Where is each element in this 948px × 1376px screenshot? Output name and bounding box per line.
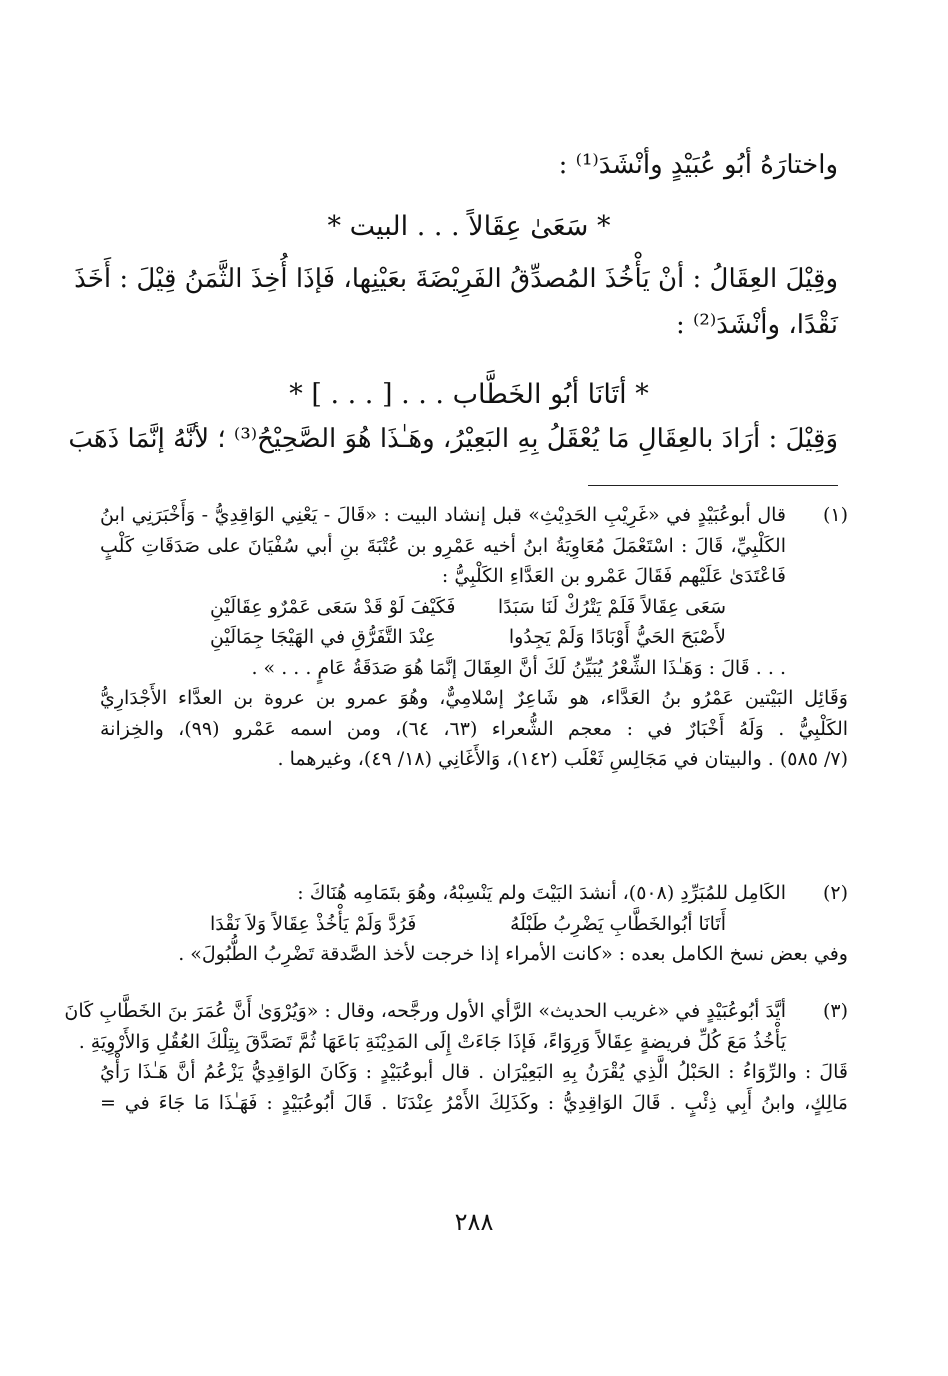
footnote-poem-line	[100, 592, 786, 623]
poem-hemistich: سَعَى عِقَالاً فَلَمْ يَتْرُكْ لَنَا سَبَدًا	[497, 595, 726, 618]
footnote-body	[100, 878, 786, 939]
poem-hemistich: لأَصْبَحَ الحَيُّ أَوْبَادًا وَلَمْ يَجِدُوا	[508, 626, 726, 648]
footnote-poem-line	[100, 622, 786, 653]
main-text-paragraph-1	[100, 142, 838, 188]
verse-1	[100, 192, 838, 262]
main-text-line: وقِيْلَ العِقَالُ : أنْ يَأْخُذَ المُصدِّقُ الفَرِيْضَةَ بعَيْنِها، فَإذَا أُخِذَ الثَّمَنُ قِيْلَ : أَخَذَ	[74, 264, 838, 294]
footnote-line: الكَامِل للمُبَرِّدِ (٥٠٨)، أنشدَ البَيْتَ ولم يَنْسِبْهُ، وهُوَ بتَمَامِه هُنَاكَ :	[297, 882, 786, 904]
footnote-separator	[588, 485, 838, 486]
footnote-line: أيَّدَ أبُوعُبَيْدٍ في «غريب الحديث» الرَّأي الأول ورجَّحه، وقال : «وَيُرْوَىٰ أَنَّ عُمَرَ بنَ الخَطَّابِ كَانَ	[64, 1000, 786, 1022]
footnote-poem-line	[100, 909, 786, 940]
footnote-line: يَأْخُذُ مَعَ كُلِّ فريضةٍ عِقَالاً وَرِوَاءً، فَإذَا جَاءَتْ إِلَى المَدِيْنَةِ بَاعَهَا ثُمَّ تَصَدَّقَ بِتِلْكَ العُقُلِ وَالأَرْوِيَةِ .	[78, 1030, 786, 1053]
footnote-line: وَقَائِل البَيْتين عَمْرُو بنُ العَدَّاء، هو شَاعِرٌ إسْلامِيٌّ، وهُوَ عمرو بن عروة بن العدَّاء الأَجْدَارِيُّ	[100, 687, 848, 709]
footnote-line: مَالِكٍ، وابنُ أَبِي ذِئْبٍ . قَالَ الوَاقِدِيُّ : وكَذَلِكَ الأَمْرُ عِنْدَنَا . قَالَ أبُوعُبَيْدٍ : فَهَـٰذَا مَا جَاءَ في =	[100, 1091, 848, 1114]
main-text-paragraph-3	[68, 416, 838, 462]
footnote-line: فَاعْتَدَىٰ عَلَيْهم فَقَالَ عَمْرو بن العَدَّاءِ الكَلْبِيُّ :	[441, 565, 786, 587]
footnote-body	[100, 500, 786, 683]
verse-line: * أتَانَا أبُو الخَطَّاب . . . [ . . . ] *	[289, 379, 649, 410]
footnote-number: (١)	[822, 504, 848, 526]
footnote-number: (٢)	[822, 882, 848, 904]
footnote-3	[64, 996, 848, 1118]
poem-hemistich: فَكَيْفَ لَوْ قَدْ سَعَى عَمْرٌو عِقَالَيْنِ	[210, 595, 456, 618]
footnote-body	[64, 996, 786, 1057]
footnote-number: (٣)	[822, 1000, 848, 1022]
footnote-line: قَالَ : والرِّوَاءُ : الحَبْلُ الَّذِي يُقْرَنُ بِهِ البَعِيْرَان . قال أبوعُبَيْدٍ : وَكَانَ الوَاقِدِيُّ يَزْعُمُ أنَّ هَـٰذَا رَأْيُ	[100, 1061, 848, 1083]
footnote-2	[100, 878, 848, 970]
poem-hemistich: أَتَانَا أبُوالخَطَّابِ يَضْرِبُ طَبْلَهُ	[510, 912, 726, 935]
footnote-line: الكَلْبِيِّ، قَالَ : اسْتَعْمَلَ مُعَاوِيَةُ ابنُ أخيه عَمْرِو بن عُتْبَةَ بنِ أبي سُفْيَانَ على صَدَقَاتِ كَلْبٍ	[100, 534, 786, 557]
verse-line: * سَعَىٰ عِقَالاً . . . البيت *	[327, 211, 611, 242]
footnote-line: قال أبوعُبَيْدٍ في «غَرِيْبِ الحَدِيْثِ» قبل إنشاد البيت : «قَالَ - يَعْنِي الوَاقِدِيُّ - وَأَخْبَرَنِي ابنُ	[100, 504, 786, 526]
main-text-line: نَقْدًا، وأنْشَدَ⁽²⁾ :	[675, 310, 838, 340]
page-number: ٢٨٨	[454, 1208, 494, 1236]
footnote-line: . . . قَالَ : وَهَـٰذَا الشِّعْرُ يُبَيِّنُ لَكَ أنَّ العِقَالَ إنَّمَا هُوَ صَدَقَةُ عَامٍ . . . » .	[251, 656, 786, 679]
footnote-line: الكَلْبِيُّ . وَلَهُ أَخْبَارٌ في : معجم الشُّعراء (٦٣، ٦٤)، ومن اسمه عَمْرو (٩٩)، والخِزانة	[100, 717, 849, 740]
main-text-line: وَقِيْلَ : أرَادَ بالعِقَالِ مَا يُعْقَلُ بِهِ البَعِيْرُ، وهَـٰذَا هُوَ الصَّحِيْحُ⁽³⁾ ؛ لأنَّهُ إنَّمَا ذَهَبَ	[68, 424, 838, 454]
main-text-line: واختارَهُ أبُو عُبَيْدٍ وأنْشَدَ⁽¹⁾ :	[558, 150, 838, 180]
poem-hemistich: عِنْدَ التَّفَرُّقِ في الهَيْجَا جِمَالَيْنِ	[210, 626, 436, 648]
footnote-1	[100, 500, 848, 775]
footnote-line: (٧/ ٥٨٥) . والبيتان في مَجَالِسِ ثَعْلَب (١٤٢)، وَالأَغَانِي (١٨/ ٤٩)، وغيرهما .	[277, 748, 848, 770]
poem-hemistich: فَرُدَّ وَلَمْ يَأْخُذْ عِقَالاً وَلاَ نَقْدَا	[210, 912, 417, 935]
main-text-paragraph-2	[74, 256, 838, 348]
footnote-line: وفي بعض نسخ الكامل بعده : «كانت الأمراء إذا خرجت لأخذ الصَّدقة تَضْرِبُ الطُّبُولَ» .	[178, 943, 848, 965]
